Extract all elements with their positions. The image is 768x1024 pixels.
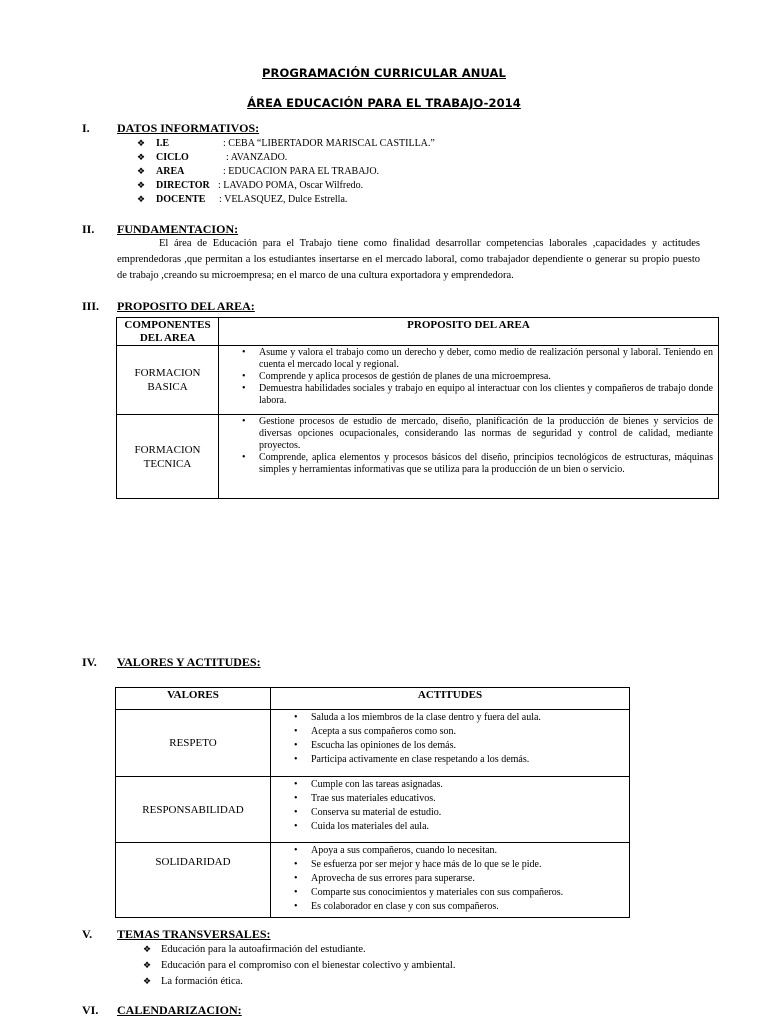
section-title-temas: TEMAS TRANSVERSALES:	[117, 927, 271, 941]
section-number: II.	[82, 222, 95, 236]
section-number: III.	[82, 299, 100, 313]
component-label: FORMACION TECNICA	[134, 443, 201, 470]
section-number: I.	[82, 121, 90, 135]
valores-table	[115, 687, 630, 918]
list-item: • Es colaborador en clase y con sus compañeros.	[311, 900, 629, 914]
tema-item	[143, 941, 366, 958]
diamond-bullet-icon: ❖	[137, 152, 146, 162]
list-item: • Escucha las opiniones de los demás.	[311, 739, 629, 753]
valor-cell: RESPONSABILIDAD	[116, 777, 271, 843]
column-header: PROPOSITO DEL AREA	[219, 318, 719, 346]
list-item: • Cuida los materiales del aula.	[311, 820, 629, 834]
table-row	[116, 843, 630, 918]
column-header: ACTITUDES	[271, 688, 630, 710]
list-item: • Comprende y aplica procesos de gestión de planes de una microempresa.	[259, 371, 713, 383]
diamond-bullet-icon: ❖	[143, 944, 152, 954]
section-title-valores: VALORES Y ACTITUDES:	[117, 655, 261, 669]
table-header-row	[117, 318, 719, 346]
list-item: • Trae sus materiales educativos.	[311, 792, 629, 806]
list-item: • Acepta a sus compañeros como son.	[311, 725, 629, 739]
table-row	[116, 710, 630, 777]
section-title-calendarizacion: CALENDARIZACION:	[117, 1003, 242, 1017]
section-number: IV.	[82, 655, 97, 669]
info-value: : CEBA “LIBERTADOR MARISCAL CASTILLA.”	[223, 138, 435, 149]
column-header: COMPONENTES DEL AREA	[117, 318, 219, 346]
diamond-bullet-icon: ❖	[137, 166, 146, 176]
info-value: : EDUCACION PARA EL TRABAJO.	[223, 166, 380, 177]
list-item: • Saluda a los miembros de la clase dentro y fuera del aula.	[311, 711, 629, 725]
info-row-director	[137, 179, 537, 192]
actitudes-list	[271, 844, 629, 914]
tema-text: Educación para la autoafirmación del estudiante.	[161, 944, 366, 955]
info-value: : AVANZADO.	[226, 152, 288, 163]
info-label: CICLO	[156, 152, 189, 163]
info-label: I.E	[156, 138, 170, 149]
info-row-ciclo	[137, 151, 537, 164]
document-title: PROGRAMACIÓN CURRICULAR ANUAL	[262, 66, 506, 80]
list-item: • Comparte sus conocimientos y materiales con sus compañeros.	[311, 886, 629, 900]
info-label: AREA	[156, 166, 185, 177]
list-item: • Comprende, aplica elementos y procesos básicos del diseño, principios tecnológicos de estructuras, máquinas simples y herramientas informativas que se utiliza para la producción de un bien o servicio.	[259, 452, 713, 476]
table-row	[117, 415, 719, 499]
section-number: V.	[82, 927, 93, 941]
info-label: DIRECTOR	[156, 180, 210, 191]
valor-cell: SOLIDARIDAD	[116, 843, 271, 918]
proposito-list	[219, 347, 713, 407]
info-row-area	[137, 165, 537, 178]
actitudes-list	[271, 711, 629, 767]
list-item: • Se esfuerza por ser mejor y hace más de lo que se le pide.	[311, 858, 629, 872]
column-header: VALORES	[116, 688, 271, 710]
list-item: • Gestione procesos de estudio de mercado, diseño, planificación de la producción de bienes y servicios de diversas opciones ocupacionales, considerando las normas de seguridad y control de calidad, mediante proyectos.	[259, 416, 713, 452]
valor-cell: RESPETO	[116, 710, 271, 777]
document-subtitle: ÁREA EDUCACIÓN PARA EL TRABAJO-2014	[247, 96, 521, 110]
table-header-row	[116, 688, 630, 710]
fundamentacion-paragraph: El área de Educación para el Trabajo tiene como finalidad desarrollar competencias laborales ,capacidades y actitudes emprendedoras ,que permitan a los estudiantes insertarse en el mercado laboral, como trabajador dependiente o generar su propio puesto de trabajo ,creando su microempresa; en el marco de una cultura exportadora y emprendedora.	[117, 238, 700, 281]
tema-text: Educación para el compromiso con el bienestar colectivo y ambiental.	[161, 960, 456, 971]
info-row-ie	[137, 137, 537, 150]
info-row-docente	[137, 193, 537, 206]
list-item: • Aprovecha de sus errores para superarse.	[311, 872, 629, 886]
proposito-table	[116, 317, 719, 499]
diamond-bullet-icon: ❖	[143, 976, 152, 986]
table-row	[116, 777, 630, 843]
list-item: • Participa activamente en clase respetando a los demás.	[311, 753, 629, 767]
actitudes-list	[271, 778, 629, 834]
component-label: FORMACION BASICA	[134, 367, 201, 393]
proposito-list	[219, 416, 713, 476]
list-item: • Apoya a sus compañeros, cuando lo necesitan.	[311, 844, 629, 858]
tema-text: La formación ética.	[161, 976, 243, 987]
list-item: • Demuestra habilidades sociales y trabajo en equipo al interactuar con los clientes y compañeros de trabajo donde labora.	[259, 383, 713, 407]
info-label: DOCENTE	[156, 194, 206, 205]
diamond-bullet-icon: ❖	[143, 960, 152, 970]
table-row	[117, 346, 719, 415]
info-value: : VELASQUEZ, Dulce Estrella.	[219, 194, 348, 205]
section-title-proposito: PROPOSITO DEL AREA:	[117, 299, 255, 313]
list-item: • Cumple con las tareas asignadas.	[311, 778, 629, 792]
diamond-bullet-icon: ❖	[137, 138, 146, 148]
section-number: VI.	[82, 1003, 99, 1017]
tema-item	[143, 957, 455, 974]
diamond-bullet-icon: ❖	[137, 180, 146, 190]
list-item: • Asume y valora el trabajo como un derecho y deber, como medio de realización personal y laboral. Teniendo en cuenta el mercado local y regional.	[259, 347, 713, 371]
tema-item	[143, 973, 243, 990]
info-value: : LAVADO POMA, Oscar Wilfredo.	[218, 180, 364, 191]
section-title-fundamentacion: FUNDAMENTACION:	[117, 222, 239, 236]
section-title-datos: DATOS INFORMATIVOS:	[117, 121, 260, 135]
list-item: • Conserva su material de estudio.	[311, 806, 629, 820]
diamond-bullet-icon: ❖	[137, 194, 146, 204]
